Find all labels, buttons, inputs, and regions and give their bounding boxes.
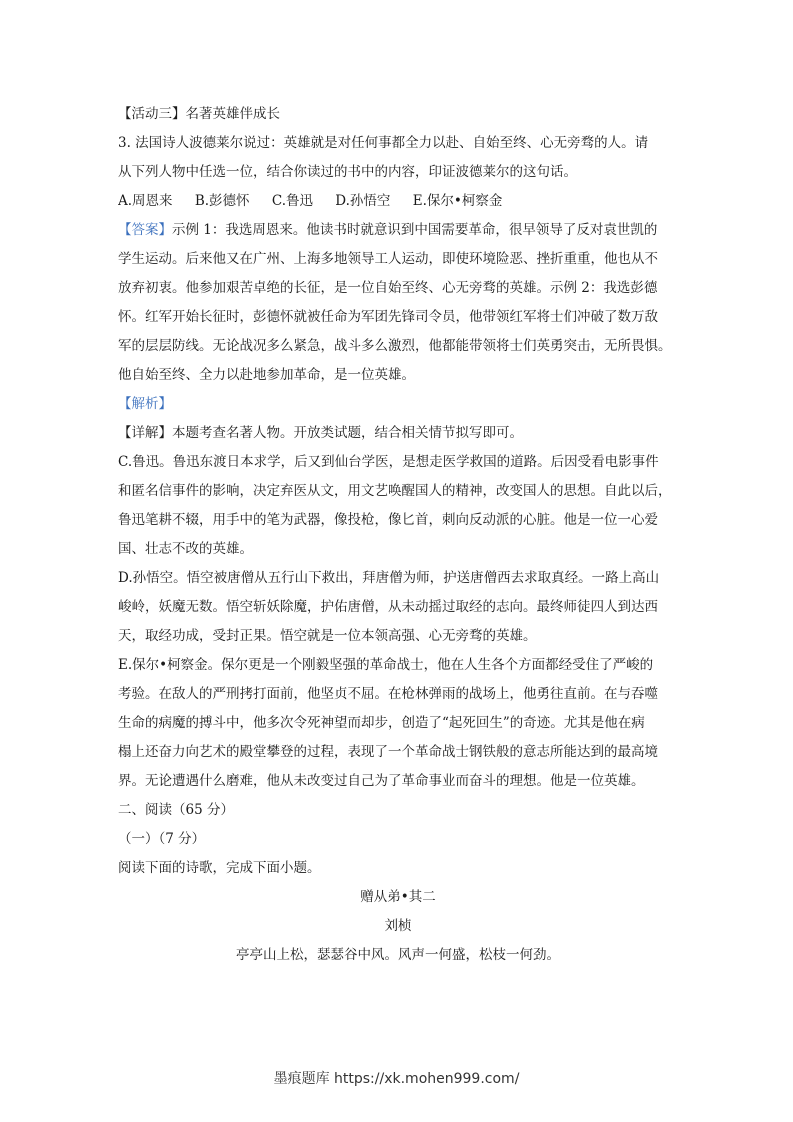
answer-tag: 【答案】 [118,222,172,238]
answer-line: 怀。红军开始长征时，彭德怀就被任命为军团先锋司令员，他带领红军将士们冲破了数万敌 [118,309,658,325]
explanation-d-line: 天，取经功成，受封正果。悟空就是一位本领高强、心无旁骛的英雄。 [118,628,537,644]
explanation-c-line: 国、壮志不改的英雄。 [118,541,253,557]
explanation-d-line: D.孙悟空。悟空被唐僧从五行山下救出，拜唐僧为师，护送唐僧西去求取真经。一路上高山 [118,570,660,586]
activity-title: 【活动三】名著英雄伴成长 [118,106,280,122]
explanation-c-line: C.鲁迅。鲁迅东渡日本求学，后又到仙台学医，是想走医学救国的道路。后因受看电影事件 [118,454,659,470]
footer-watermark: 墨痕题库 https://xk.mohen999.com/ [273,1071,520,1087]
detail-line [118,419,678,448]
explanation-c-line: 鲁迅笔耕不辍，用手中的笔为武器，像投枪，像匕首，刺向反动派的心脏。他是一位一心爱 [118,512,658,528]
detail-tag: 【详解】 [118,425,172,441]
choice-a: A.周恩来 [118,193,173,209]
answer-text: 示例 1：我选周恩来。他读书时就意识到中国需要革命，很早领导了反对袁世凯的 [172,222,658,238]
choice-c: C.鲁迅 [271,193,313,209]
analysis-heading [118,390,678,419]
poem-author: 刘桢 [384,918,412,934]
answer-line: 军的层层防线。无论战况多么紧急，战斗多么激烈，他都能带领将士们英勇突击，无所畏惧。 [118,338,672,354]
explanation-e-line: 榻上还奋力向艺术的殿堂攀登的过程，表现了一个革命战士钢铁般的意志所能达到的最高境 [118,744,658,760]
poem-line: 亭亭山上松，瑟瑟谷中风。风声一何盛，松枝一何劲。 [236,947,560,963]
explanation-e-line: 考验。在敌人的严刑拷打面前，他坚贞不屈。在枪林弹雨的战场上，他勇往直前。在与吞噬 [118,686,658,702]
explanation-e-line: 生命的病魔的搏斗中，他多次令死神望而却步，创造了“起死回生”的奇迹。尤其是他在病 [118,715,645,731]
answer-line: 学生运动。后来他又在广州、上海多地领导工人运动，即使环境险恶、挫折重重，他也从不 [118,251,658,267]
choices-row [118,187,678,216]
answer-line: 他自始至终、全力以赴地参加革命，是一位英雄。 [118,367,415,383]
question-line: 3. 法国诗人波德莱尔说过：英雄就是对任何事都全力以赴、自始至终、心无旁骛的人。请 [118,135,649,151]
poem-title: 赠从弟•其二 [360,889,436,905]
choice-d: D.孙悟空 [335,193,391,209]
answer-line [118,216,678,245]
explanation-d-line: 峻岭，妖魔无数。悟空斩妖除魔，护佑唐僧，从未动摇过取经的志向。最终师徒四人到达西 [118,599,658,615]
instruction: 阅读下面的诗歌，完成下面小题。 [118,860,321,876]
answer-line: 放弃初衷。他参加艰苦卓绝的长征，是一位自始至终、心无旁骛的英雄。示例 2：我选彭德 [118,280,658,296]
detail-text: 本题考查名著人物。开放类试题，结合相关情节拟写即可。 [172,425,523,441]
explanation-e-line: E.保尔•柯察金。保尔更是一个刚毅坚强的革命战士，他在人生各个方面都经受住了严峻的 [118,657,654,673]
section-heading: 二、阅读（65 分） [118,802,234,818]
explanation-c-line: 和匿名信事件的影响，决定弃医从文，用文艺唤醒国人的精神，改变国人的思想。自此以后， [118,483,672,499]
part-heading: （一）（7 分） [118,831,206,847]
question-line: 从下列人物中任选一位，结合你读过的书中的内容，印证波德莱尔的这句话。 [118,164,577,180]
choice-b: B.彭德怀 [194,193,250,209]
choice-e: E.保尔•柯察金 [412,193,503,209]
explanation-e-line: 界。无论遭遇什么磨难，他从未改变过自己为了革命事业而奋斗的理想。他是一位英雄。 [118,773,645,789]
analysis-tag: 【解析】 [118,396,172,412]
document-body [118,100,678,970]
